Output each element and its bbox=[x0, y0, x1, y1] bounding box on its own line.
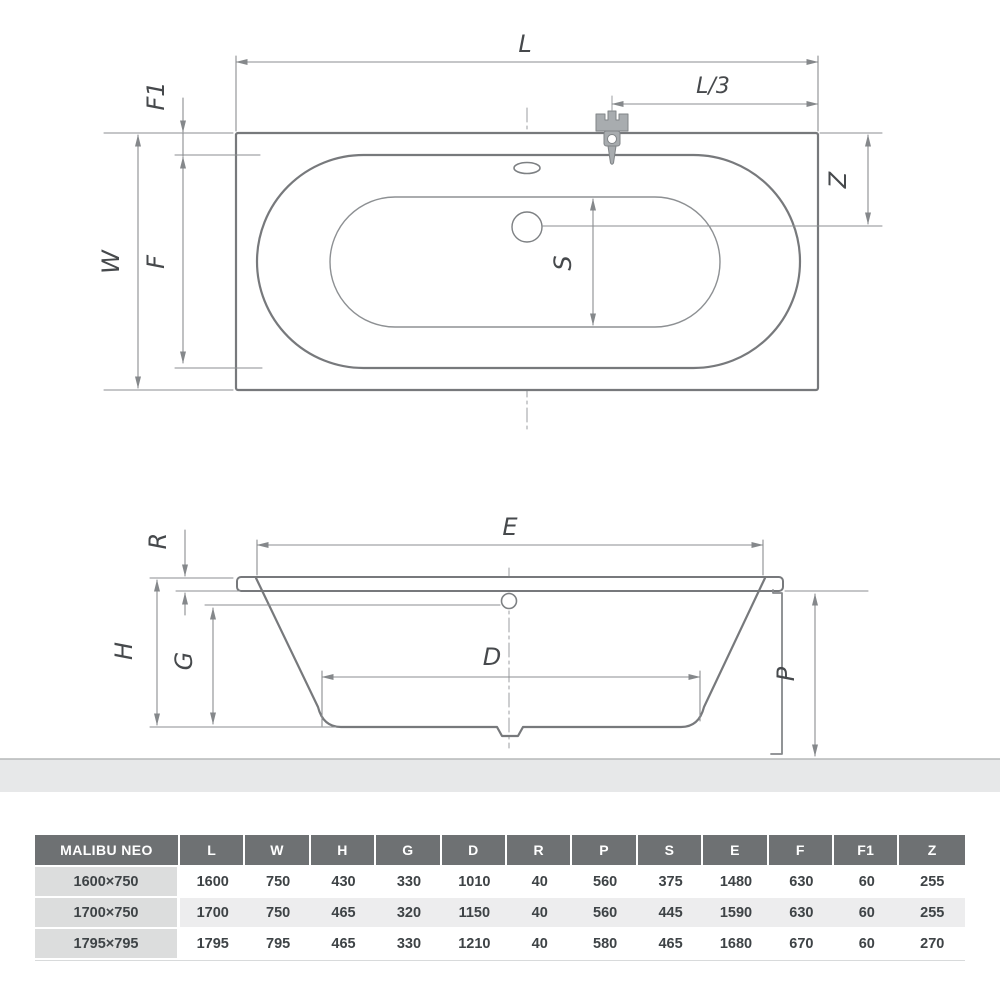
value-cell: 255 bbox=[899, 867, 965, 898]
value-cell: 465 bbox=[311, 929, 376, 960]
dim-label-l: L bbox=[518, 30, 532, 58]
value-cell: 1010 bbox=[442, 867, 507, 898]
size-cell: 1700×750 bbox=[35, 898, 180, 929]
table-row bbox=[35, 898, 965, 929]
value-cell: 330 bbox=[376, 867, 441, 898]
value-cell: 465 bbox=[311, 898, 376, 929]
table-header-cell: L bbox=[180, 835, 245, 867]
table-row bbox=[35, 867, 965, 898]
value-cell: 60 bbox=[834, 898, 899, 929]
value-cell: 750 bbox=[245, 898, 310, 929]
dim-label-p: P bbox=[772, 666, 800, 682]
value-cell: 40 bbox=[507, 898, 572, 929]
value-cell: 445 bbox=[638, 898, 703, 929]
value-cell: 40 bbox=[507, 929, 572, 960]
rim-profile bbox=[237, 577, 783, 591]
value-cell: 1700 bbox=[180, 898, 245, 929]
value-cell: 255 bbox=[899, 898, 965, 929]
table-header-cell: G bbox=[376, 835, 441, 867]
size-cell: 1795×795 bbox=[35, 929, 180, 960]
value-cell: 1210 bbox=[442, 929, 507, 960]
dim-label-d: D bbox=[482, 643, 502, 671]
value-cell: 1795 bbox=[180, 929, 245, 960]
dim-label-s: S bbox=[549, 255, 577, 271]
value-cell: 60 bbox=[834, 929, 899, 960]
dim-label-g: G bbox=[170, 651, 198, 671]
value-cell: 630 bbox=[769, 898, 834, 929]
value-cell: 330 bbox=[376, 929, 441, 960]
dim-label-f: F bbox=[142, 255, 170, 269]
value-cell: 630 bbox=[769, 867, 834, 898]
value-cell: 375 bbox=[638, 867, 703, 898]
value-cell: 795 bbox=[245, 929, 310, 960]
value-cell: 560 bbox=[572, 867, 637, 898]
table-header-row bbox=[35, 835, 965, 867]
dim-label-l3: L/3 bbox=[696, 74, 730, 99]
side-drain-icon bbox=[502, 594, 517, 609]
dim-label-e: E bbox=[502, 513, 518, 541]
value-cell: 580 bbox=[572, 929, 637, 960]
value-cell: 60 bbox=[834, 867, 899, 898]
dim-label-h: H bbox=[110, 641, 138, 661]
table-header-cell: P bbox=[572, 835, 637, 867]
plan-view bbox=[97, 30, 882, 432]
value-cell: 1150 bbox=[442, 898, 507, 929]
value-cell: 320 bbox=[376, 898, 441, 929]
dim-E bbox=[257, 540, 763, 575]
table-header-cell: D bbox=[442, 835, 507, 867]
value-cell: 1480 bbox=[703, 867, 768, 898]
table-header-cell: F1 bbox=[834, 835, 899, 867]
spec-table-container bbox=[35, 835, 965, 961]
table-header-cell: F bbox=[769, 835, 834, 867]
overflow-icon bbox=[514, 163, 540, 174]
side-view bbox=[0, 513, 1000, 792]
dim-label-z: Z bbox=[824, 171, 852, 189]
spec-table bbox=[35, 835, 965, 961]
dim-D bbox=[322, 671, 700, 726]
drain-icon bbox=[512, 212, 542, 242]
table-header-cell: W bbox=[245, 835, 310, 867]
table-row bbox=[35, 929, 965, 960]
value-cell: 465 bbox=[638, 929, 703, 960]
value-cell: 40 bbox=[507, 867, 572, 898]
ground-band bbox=[0, 759, 1000, 792]
table-header-cell: E bbox=[703, 835, 768, 867]
value-cell: 750 bbox=[245, 867, 310, 898]
dim-label-w: W bbox=[97, 250, 125, 274]
dim-G bbox=[205, 605, 500, 724]
dim-label-f1: F1 bbox=[142, 81, 170, 111]
size-cell: 1600×750 bbox=[35, 867, 180, 898]
table-header-cell: R bbox=[507, 835, 572, 867]
value-cell: 560 bbox=[572, 898, 637, 929]
table-header-model: MALIBU NEO bbox=[35, 835, 180, 867]
value-cell: 430 bbox=[311, 867, 376, 898]
value-cell: 1600 bbox=[180, 867, 245, 898]
table-header-cell: H bbox=[311, 835, 376, 867]
value-cell: 270 bbox=[899, 929, 965, 960]
value-cell: 1590 bbox=[703, 898, 768, 929]
table-header-cell: Z bbox=[899, 835, 965, 867]
table-header-cell: S bbox=[638, 835, 703, 867]
dim-label-r: R bbox=[144, 532, 172, 550]
value-cell: 670 bbox=[769, 929, 834, 960]
value-cell: 1680 bbox=[703, 929, 768, 960]
